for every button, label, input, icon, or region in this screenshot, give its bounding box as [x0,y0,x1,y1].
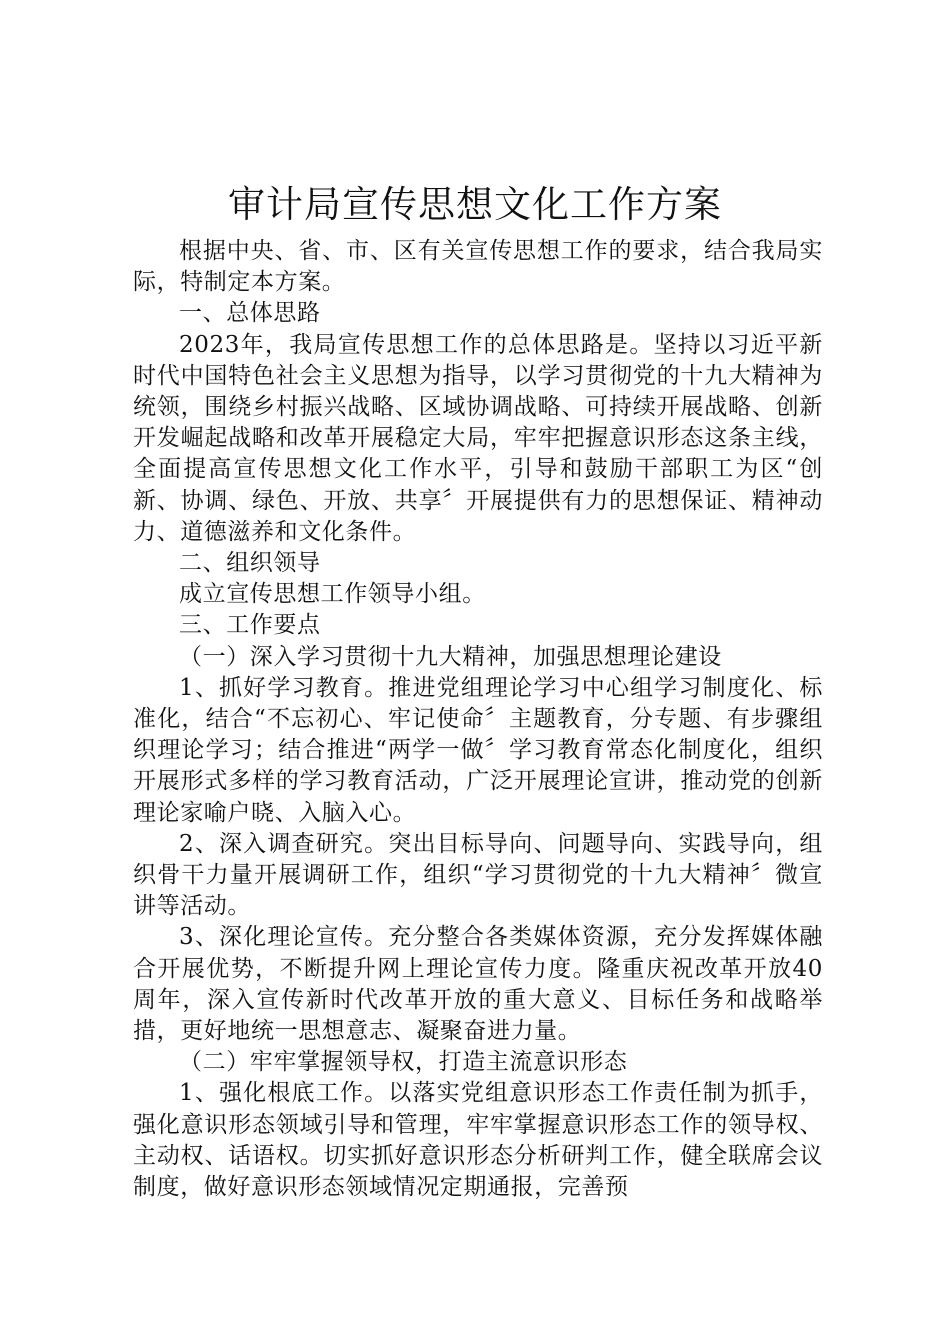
subsection-2-heading: （二）牢牢掌握领导权，打造主流意识形态 [179,1049,628,1076]
section-1-heading: 一、总体思路 [179,300,321,327]
subsection-1-item-1: 1、抓好学习教育。推进党组理论学习中心组学习制度化、标准化，结合“不忘初心、牢记使命〞主题教育，分专题、有步骤组织理论学习；结合推进“两学一做〞学习教育常态化制度化，组织开展形式多样的学习教育活动，广泛开展理论宣讲，推动党的创新理论家喻户晓、入脑入心。 [133,674,823,826]
intro-paragraph: 根据中央、省、市、区有关宣传思想工作的要求，结合我局实际，特制定本方案。 [133,238,823,296]
section-2-heading: 二、组织领导 [179,550,321,577]
subsection-2-item-1: 1、强化根底工作。以落实党组意识形态工作责任制为抓手，强化意识形态领域引导和管理，牢牢掌握意识形态工作的领导权、主动权、话语权。切实抓好意识形态分析研判工作，健全联席会议制度，做好意识形态领域情况定期通报，完善预 [133,1080,823,1201]
section-1-paragraph: 2023年，我局宣传思想工作的总体思路是。坚持以习近平新时代中国特色社会主义思想为指导，以学习贯彻党的十九大精神为统领，围绕乡村振兴战略、区域协调战略、可持续开展战略、创新开发崛起战略和改革开展稳定大局，牢牢把握意识形态这条主线，全面提高宣传思想文化工作水平，引导和鼓励干部职工为区“创新、协调、绿色、开放、共享〞开展提供有力的思想保证、精神动力、道德滋养和文化条件。 [133,331,823,545]
section-2-paragraph: 成立宣传思想工作领导小组。 [179,581,486,608]
subsection-1-item-2: 2、深入调查研究。突出目标导向、问题导向、实践导向，组织骨干力量开展调研工作，组织“学习贯彻党的十九大精神〞微宣讲等活动。 [133,830,823,920]
subsection-1-item-3: 3、深化理论宣传。充分整合各类媒体资源，充分发挥媒体融合开展优势，不断提升网上理论宣传力度。隆重庆祝改革开放40周年，深入宣传新时代改革开放的重大意义、目标任务和战略举措，更好地统一思想意志、凝聚奋进力量。 [133,924,823,1045]
subsection-1-heading: （一）深入学习贯彻十九大精神，加强思想理论建设 [179,643,722,670]
document-title: 审计局宣传思想文化工作方案 [228,183,722,226]
document-body [133,236,823,1203]
section-3-heading: 三、工作要点 [179,612,321,639]
